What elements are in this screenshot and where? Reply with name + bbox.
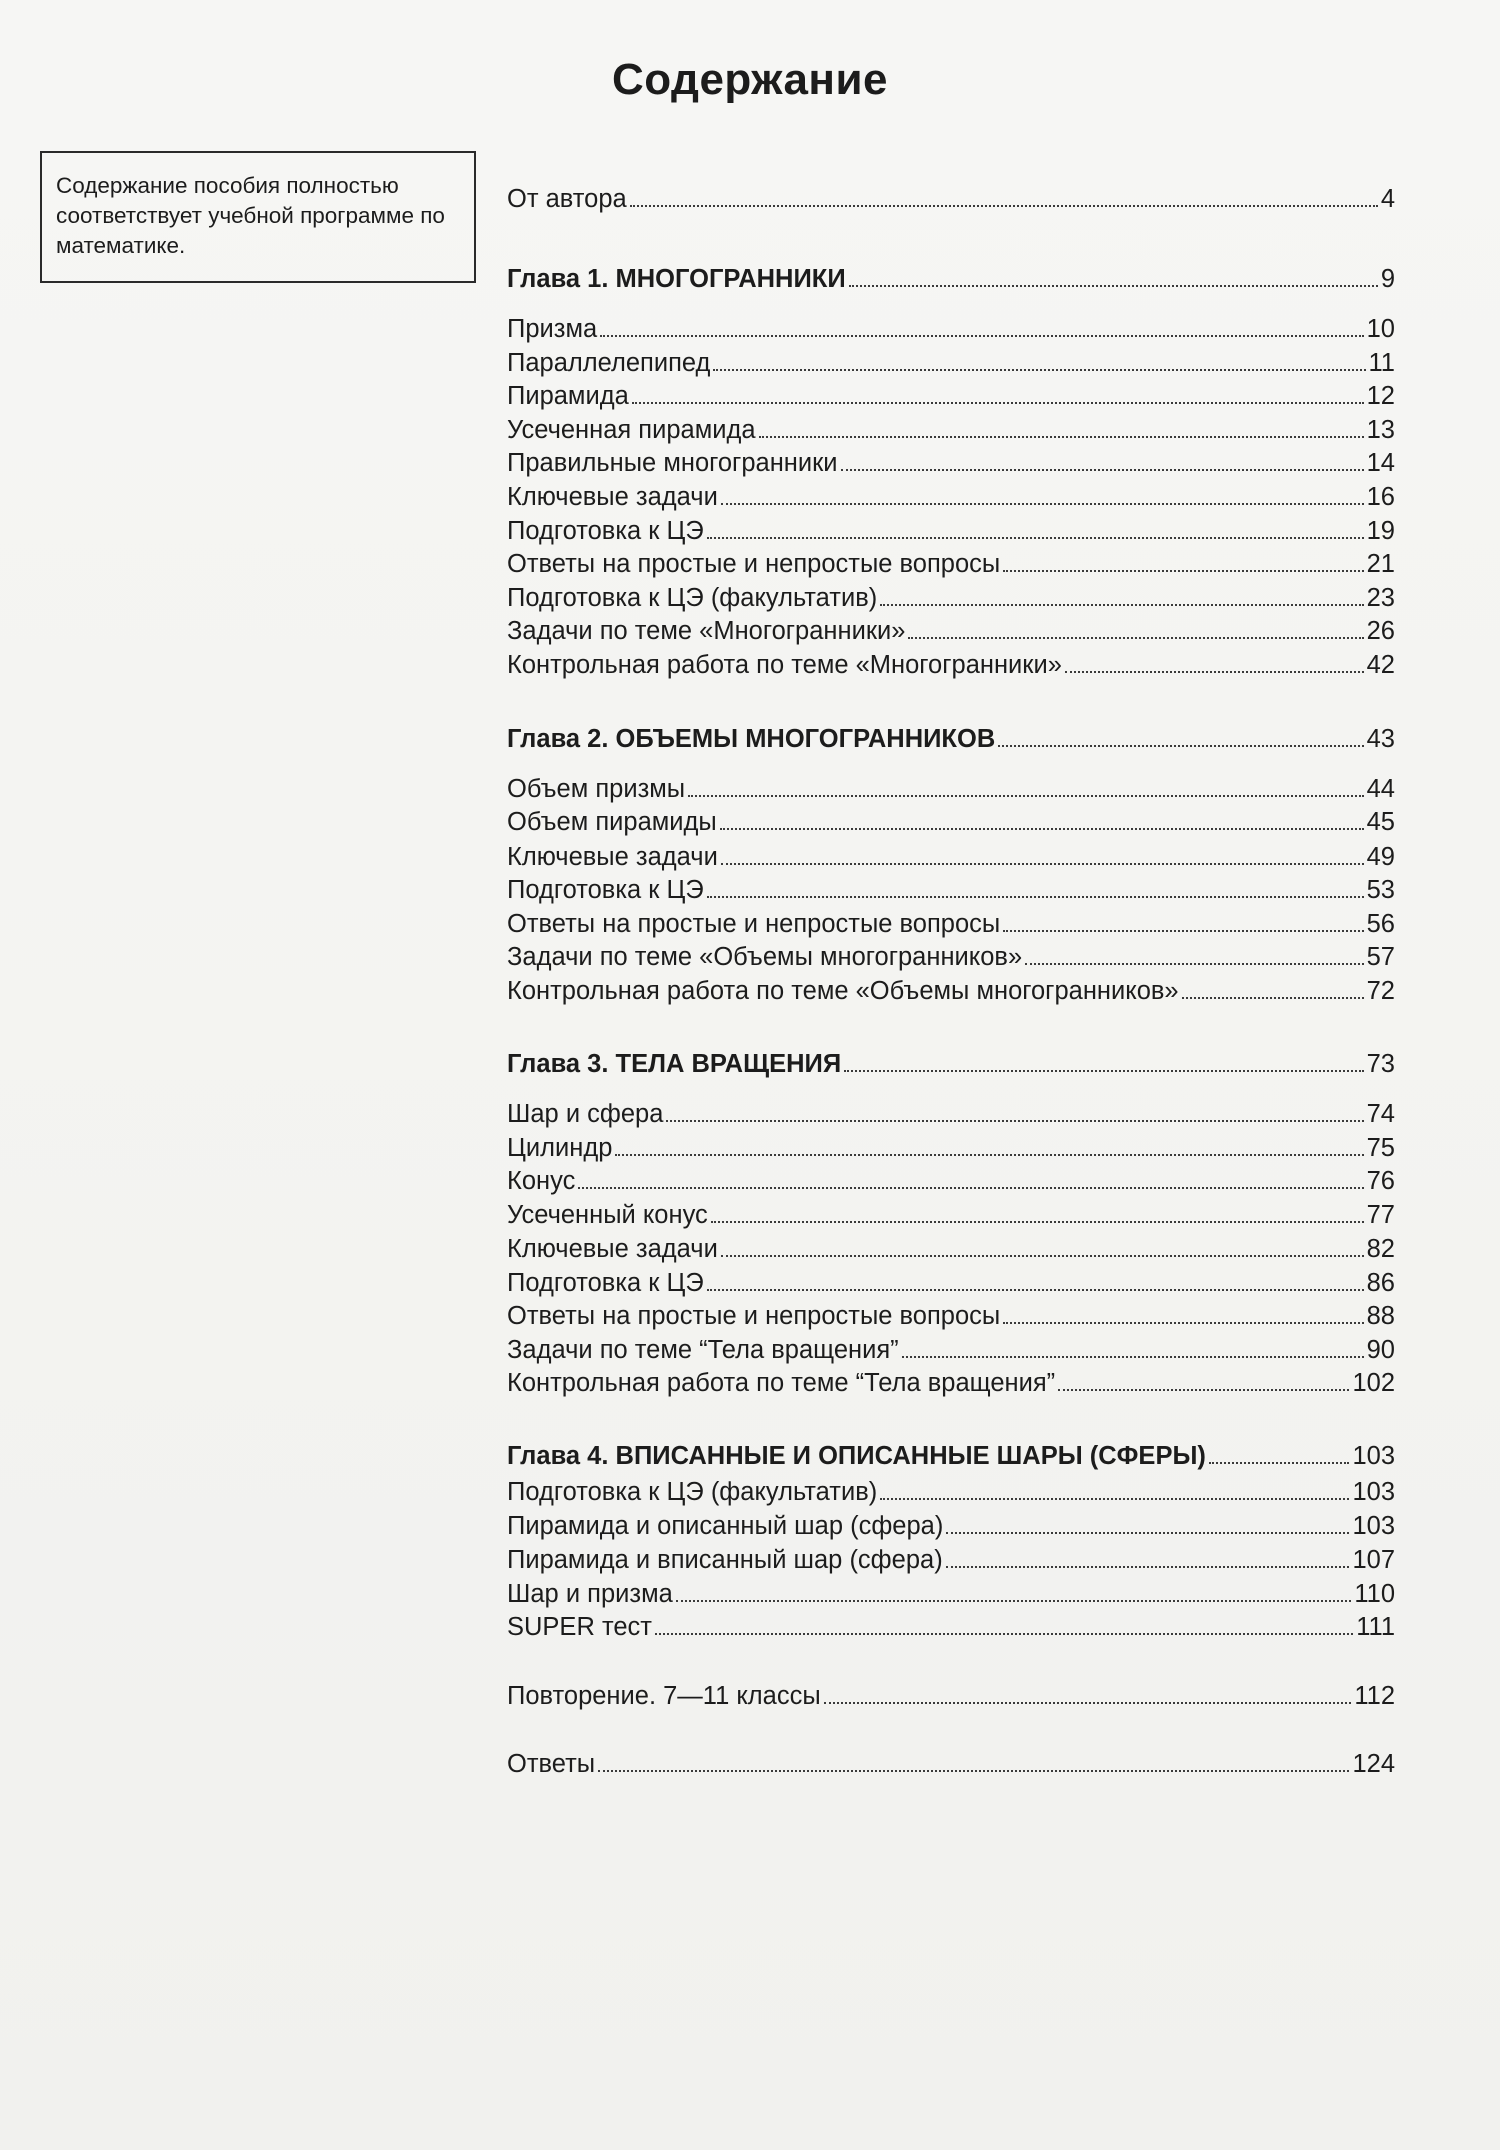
toc-entry-title: Пирамида и описанный шар (сфера): [507, 1512, 944, 1540]
dot-leader: [713, 369, 1365, 371]
dot-leader: [824, 1702, 1352, 1704]
dot-leader: [841, 469, 1364, 471]
toc-entry-title: Ответы на простые и непростые вопросы: [507, 1302, 1001, 1330]
dot-leader: [676, 1600, 1352, 1602]
dot-leader: [721, 503, 1364, 505]
toc-row: [507, 938, 1395, 972]
toc-entry-title: Цилиндр: [507, 1134, 613, 1162]
toc-row: [507, 1575, 1395, 1609]
toc-row: [507, 1297, 1395, 1331]
toc-entry-title: Пирамида и вписанный шар (сфера): [507, 1546, 943, 1574]
toc-row: [507, 1129, 1395, 1163]
toc-row: [507, 1608, 1395, 1642]
toc-entry-title: Параллелепипед: [507, 349, 711, 377]
toc-entry-title: Контрольная работа по теме «Объемы многогранников»: [507, 977, 1179, 1005]
toc-page-number: 103: [1352, 1442, 1395, 1470]
toc-row: [507, 871, 1395, 905]
toc-row: [507, 310, 1395, 344]
toc-row: [507, 1095, 1395, 1129]
dot-leader: [688, 795, 1364, 797]
toc-entry-title: Конус: [507, 1167, 576, 1195]
toc-entry-title: Глава 3. ТЕЛА ВРАЩЕНИЯ: [507, 1050, 842, 1078]
toc-entry-title: Ответы на простые и непростые вопросы: [507, 550, 1001, 578]
page-title: Содержание: [611, 55, 889, 104]
toc-row: [507, 1541, 1395, 1575]
toc-entry-title: Задачи по теме «Объемы многогранников»: [507, 943, 1023, 971]
toc-row: [507, 512, 1395, 546]
toc-row: [507, 803, 1395, 837]
toc-entry-title: Контрольная работа по теме “Тела вращения”: [507, 1369, 1056, 1397]
dot-leader: [902, 1356, 1364, 1358]
toc-row: [507, 646, 1395, 680]
toc-page-number: 88: [1366, 1302, 1395, 1330]
toc-entry-title: Ответы на простые и непростые вопросы: [507, 910, 1001, 938]
toc-page-number: 102: [1352, 1369, 1395, 1397]
toc-page-number: 26: [1366, 617, 1395, 645]
note-box: Содержание пособия полностью соответствует учебной программе по математике.: [40, 151, 476, 283]
toc-page-number: 76: [1366, 1167, 1395, 1195]
toc-page-number: 11: [1368, 349, 1395, 377]
toc-entry-title: Усеченный конус: [507, 1201, 708, 1229]
toc-page-number: 53: [1366, 876, 1395, 904]
toc-chapter-row: [507, 1437, 1395, 1471]
toc-row: [507, 770, 1395, 804]
dot-leader: [1058, 1389, 1349, 1391]
toc-row: [507, 545, 1395, 579]
toc-row: [507, 905, 1395, 939]
toc-row: [507, 1364, 1395, 1398]
dot-leader: [998, 745, 1363, 747]
dot-leader: [600, 335, 1363, 337]
toc-row: [507, 444, 1395, 478]
dot-leader: [908, 637, 1363, 639]
toc-entry-title: Задачи по теме “Тела вращения”: [507, 1336, 899, 1364]
dot-leader: [632, 402, 1364, 404]
toc-page-number: 77: [1366, 1201, 1395, 1229]
toc-page-number: 56: [1366, 910, 1395, 938]
toc-page-number: 74: [1366, 1100, 1395, 1128]
toc-row: [507, 579, 1395, 613]
toc-row: [507, 1677, 1395, 1711]
toc-chapter-row: [507, 720, 1395, 754]
dot-leader: [1065, 671, 1364, 673]
toc-page-number: 9: [1380, 265, 1395, 293]
toc-page-number: 43: [1366, 725, 1395, 753]
toc-row: [507, 1196, 1395, 1230]
toc-page-number: 23: [1366, 584, 1395, 612]
dot-leader: [707, 1289, 1364, 1291]
toc-page-number: 107: [1352, 1546, 1395, 1574]
dot-leader: [615, 1154, 1363, 1156]
toc-page-number: 73: [1366, 1050, 1395, 1078]
toc-row: [507, 478, 1395, 512]
toc-row: [507, 1264, 1395, 1298]
toc-entry-title: Подготовка к ЦЭ: [507, 1269, 704, 1297]
toc-row: [507, 838, 1395, 872]
dot-leader: [707, 537, 1364, 539]
toc-row: [507, 180, 1395, 214]
toc-row: [507, 1162, 1395, 1196]
toc-entry-title: Ключевые задачи: [507, 1235, 718, 1263]
toc-page-number: 90: [1366, 1336, 1395, 1364]
dot-leader: [880, 1498, 1349, 1500]
dot-leader: [880, 604, 1363, 606]
toc-row: [507, 377, 1395, 411]
dot-leader: [1182, 997, 1364, 999]
toc-page-number: 103: [1352, 1478, 1395, 1506]
toc-row: [507, 1473, 1395, 1507]
toc-entry-title: От автора: [507, 185, 627, 213]
toc-page-number: 75: [1366, 1134, 1395, 1162]
dot-leader: [711, 1221, 1364, 1223]
toc-row: [507, 1331, 1395, 1365]
toc-page-number: 103: [1352, 1512, 1395, 1540]
toc-page-number: 10: [1366, 315, 1395, 343]
toc-page-number: 110: [1354, 1580, 1395, 1608]
dot-leader: [598, 1770, 1349, 1772]
toc-page-number: 16: [1366, 483, 1395, 511]
toc-entry-title: Правильные многогранники: [507, 449, 838, 477]
dot-leader: [1003, 930, 1363, 932]
toc-page-number: 124: [1352, 1750, 1395, 1778]
toc-page-number: 19: [1366, 517, 1395, 545]
dot-leader: [666, 1120, 1363, 1122]
toc-entry-title: Ключевые задачи: [507, 483, 718, 511]
dot-leader: [1025, 963, 1363, 965]
dot-leader: [849, 285, 1378, 287]
dot-leader: [630, 205, 1378, 207]
dot-leader: [721, 863, 1364, 865]
toc-page-number: 45: [1366, 808, 1395, 836]
toc-entry-title: Подготовка к ЦЭ (факультатив): [507, 1478, 878, 1506]
dot-leader: [759, 436, 1364, 438]
toc-entry-title: Контрольная работа по теме «Многогранники»: [507, 651, 1062, 679]
toc-entry-title: Пирамида: [507, 382, 629, 410]
dot-leader: [1209, 1462, 1350, 1464]
toc-entry-title: Глава 2. ОБЪЕМЫ МНОГОГРАННИКОВ: [507, 725, 996, 753]
toc-entry-title: Ключевые задачи: [507, 843, 718, 871]
toc-chapter-row: [507, 1045, 1395, 1079]
toc-entry-title: Объем призмы: [507, 775, 686, 803]
toc-row: [507, 344, 1395, 378]
toc-page-number: 44: [1366, 775, 1395, 803]
toc-page-number: 4: [1380, 185, 1395, 213]
dot-leader: [844, 1070, 1363, 1072]
toc-entry-title: Глава 4. ВПИСАННЫЕ И ОПИСАННЫЕ ШАРЫ (СФЕРЫ): [507, 1442, 1206, 1470]
toc-entry-title: SUPER тест: [507, 1613, 652, 1641]
dot-leader: [721, 1255, 1364, 1257]
toc-page-number: 42: [1366, 651, 1395, 679]
toc-entry-title: Повторение. 7—11 классы: [507, 1682, 821, 1710]
toc-entry-title: Объем пирамиды: [507, 808, 717, 836]
toc-page-number: 49: [1366, 843, 1395, 871]
toc-page-number: 111: [1356, 1613, 1395, 1641]
toc-page-number: 82: [1366, 1235, 1395, 1263]
toc-page-number: 12: [1366, 382, 1395, 410]
toc-entry-title: Глава 1. МНОГОГРАННИКИ: [507, 265, 846, 293]
toc-page-number: 72: [1366, 977, 1395, 1005]
toc-page-number: 14: [1366, 449, 1395, 477]
toc-entry-title: Подготовка к ЦЭ: [507, 876, 704, 904]
dot-leader: [946, 1532, 1349, 1534]
toc-entry-title: Задачи по теме «Многогранники»: [507, 617, 906, 645]
dot-leader: [707, 896, 1364, 898]
toc-page-number: 57: [1366, 943, 1395, 971]
toc-chapter-row: [507, 260, 1395, 294]
toc-row: [507, 1507, 1395, 1541]
toc-row: [507, 1745, 1395, 1779]
toc-entry-title: Усеченная пирамида: [507, 416, 756, 444]
toc-page-number: 21: [1366, 550, 1395, 578]
dot-leader: [720, 828, 1364, 830]
toc-entry-title: Призма: [507, 315, 598, 343]
toc-entry-title: Шар и сфера: [507, 1100, 664, 1128]
dot-leader: [655, 1633, 1353, 1635]
toc-entry-title: Подготовка к ЦЭ (факультатив): [507, 584, 878, 612]
toc-entry-title: Подготовка к ЦЭ: [507, 517, 704, 545]
toc-row: [507, 411, 1395, 445]
dot-leader: [578, 1187, 1363, 1189]
toc-page-number: 13: [1366, 416, 1395, 444]
dot-leader: [1003, 1322, 1363, 1324]
toc-page-number: 112: [1354, 1682, 1395, 1710]
toc-row: [507, 1230, 1395, 1264]
dot-leader: [946, 1566, 1350, 1568]
toc-entry-title: Ответы: [507, 1750, 596, 1778]
toc-page-number: 86: [1366, 1269, 1395, 1297]
toc-row: [507, 972, 1395, 1006]
toc-row: [507, 612, 1395, 646]
dot-leader: [1003, 570, 1363, 572]
toc-entry-title: Шар и призма: [507, 1580, 673, 1608]
